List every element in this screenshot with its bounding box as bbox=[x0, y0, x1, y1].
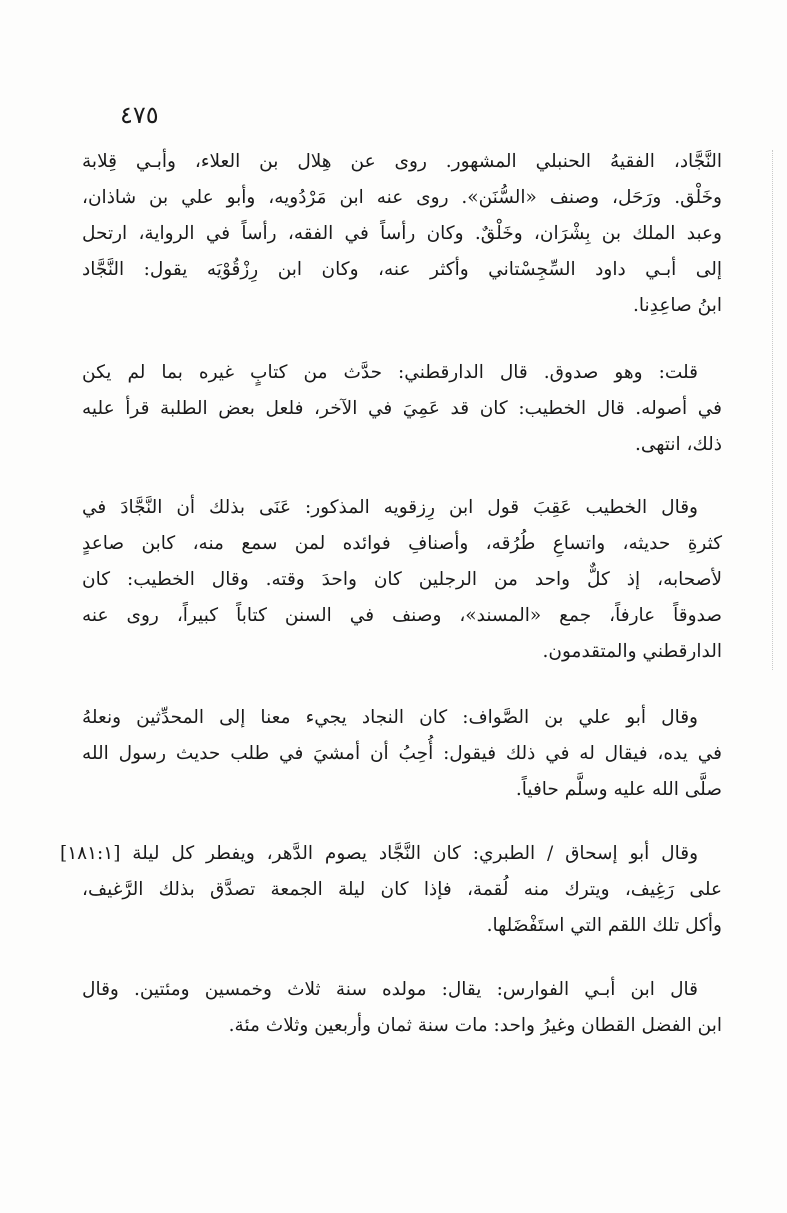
paragraph-line: إلى أبـي داود السِّجِسْتاني وأكثر عنه، وكان ابن رِزْقُوْيَه يقول: النَّجَّاد bbox=[82, 259, 722, 280]
paragraph-5 bbox=[60, 836, 722, 944]
paragraph-line: الدارقطني والمتقدمون. bbox=[542, 641, 722, 662]
paragraph-line: على رَغِيف، ويترك منه لُقمة، فإذا كان ليلة الجمعة تصدَّق بذلك الرَّغيف، bbox=[82, 879, 722, 900]
paragraph-line: النَّجَّاد، الفقيهُ الحنبلي المشهور. روى عن هِلال بن العلاء، وأبـي قِلابة bbox=[82, 151, 722, 172]
paragraph-line: وقال الخطيب عَقِبَ قول ابن رِزقويه المذكور: عَنَى بذلك أن النَّجَّادَ في bbox=[82, 497, 698, 518]
paragraph-line: وقال أبو إسحاق / الطبري: كان النَّجَّاد يصوم الدَّهر، ويفطر كل ليلة [١٨١:١] bbox=[60, 843, 698, 864]
paragraph-3 bbox=[82, 490, 722, 670]
page-number: ٤٧٥ bbox=[120, 101, 159, 129]
paragraph-line: في يده، فيقال له في ذلك فيقول: أُحِبُ أن أمشيَ في طلب حديث رسول الله bbox=[82, 743, 722, 764]
paragraph-line: ابن الفضل القطان وغيرُ واحد: مات سنة ثمان وأربعين وثلاث مئة. bbox=[228, 1015, 722, 1036]
paragraph-line: وأكل تلك اللقم التي استَفْضَلها. bbox=[486, 915, 722, 936]
scan-edge-line bbox=[772, 150, 774, 670]
paragraph-6 bbox=[82, 972, 722, 1044]
paragraph-1 bbox=[82, 144, 722, 324]
paragraph-line: صلَّى الله عليه وسلَّم حافياً. bbox=[515, 779, 722, 800]
paragraph-2 bbox=[82, 355, 722, 463]
paragraph-line: وقال أبو علي بن الصَّواف: كان النجاد يجيء معنا إلى المحدِّثين ونعلهُ bbox=[82, 707, 698, 728]
paragraph-line: وخَلْق. ورَحَل، وصنف «السُّنَن». روى عنه ابن مَرْدُويه، وأبو علي بن شاذان، bbox=[82, 187, 722, 208]
paragraph-line: كثرةِ حديثه، واتساعِ طُرُقه، وأصنافِ فوائده لمن سمع منه، كابن صاعدٍ bbox=[82, 533, 722, 554]
paragraph-line: قلت: وهو صدوق. قال الدارقطني: حدَّث من كتابٍ غيره بما لم يكن bbox=[82, 362, 698, 383]
paragraph-line: ابنُ صاعِدِنا. bbox=[632, 295, 722, 316]
paragraph-line: صدوقاً عارفاً، جمع «المسند»، وصنف في السنن كتاباً كبيراً، روى عنه bbox=[82, 605, 722, 626]
paragraph-line: في أصوله. قال الخطيب: كان قد عَمِيَ في الآخر، فلعل بعض الطلبة قرأ عليه bbox=[82, 398, 722, 419]
paragraph-4 bbox=[82, 700, 722, 808]
paragraph-line: ذلك، انتهى. bbox=[634, 434, 722, 455]
paragraph-line: قال ابن أبـي الفوارس: يقال: مولده سنة ثلاث وخمسين ومئتين. وقال bbox=[82, 979, 698, 1000]
paragraph-line: لأصحابه، إذ كلٌّ واحد من الرجلين كان واحدَ وقته. وقال الخطيب: كان bbox=[82, 569, 722, 590]
paragraph-line: وعبد الملك بن بِشْرَان، وخَلْقٌ. وكان رأساً في الفقه، رأساً في الرواية، ارتحل bbox=[82, 223, 722, 244]
